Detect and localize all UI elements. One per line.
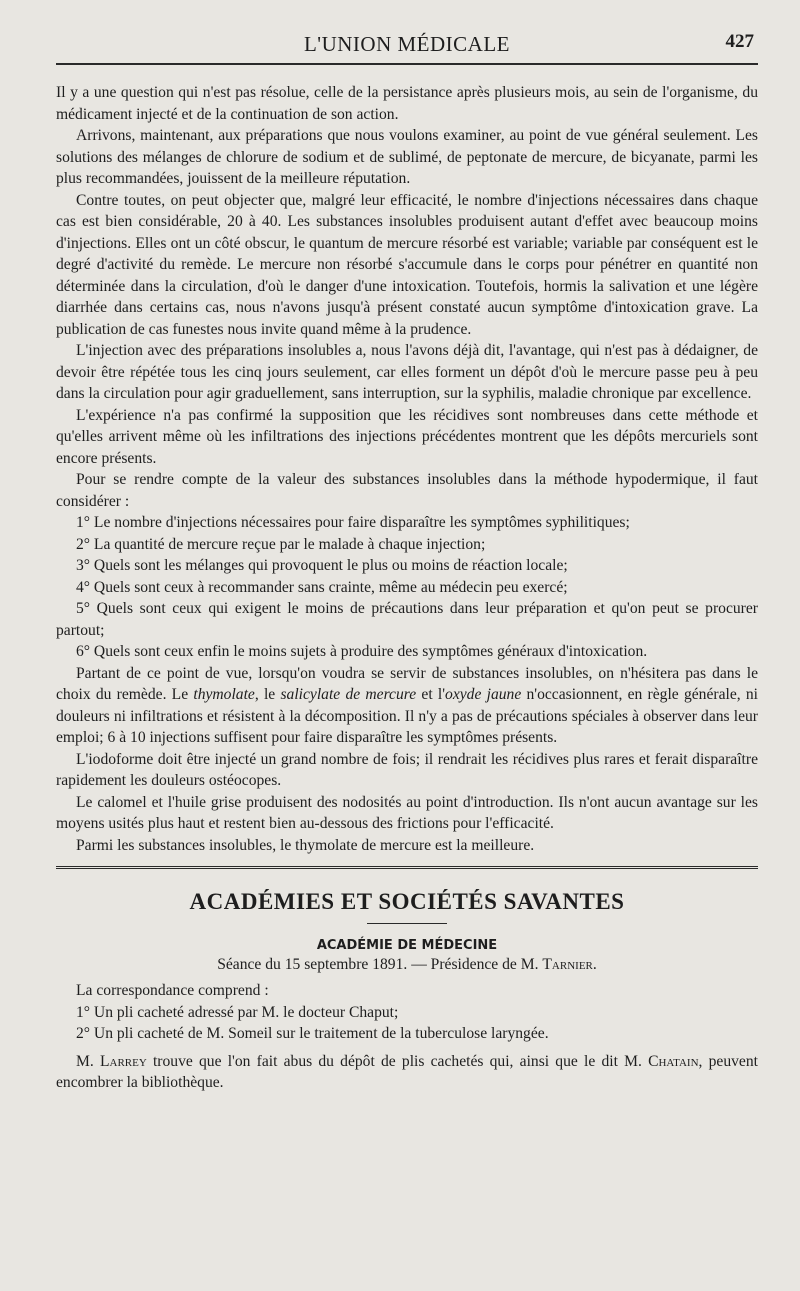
paragraph: L'iodoforme doit être injecté un grand nombre de fois; il rendrait les récidives plus rares et ferait disparaître rapidement les douleurs ostéocopes. — [56, 750, 758, 789]
list-item: 3° Quels sont les mélanges qui provoquent le plus ou moins de réaction locale; — [76, 557, 568, 574]
section-double-rule — [56, 866, 758, 871]
paragraph — [56, 663, 758, 749]
list-item: 1° Un pli cacheté adressé par M. le docteur Chaput; — [76, 1003, 399, 1021]
list-item: 2° La quantité de mercure reçue par le malade à chaque injection; — [76, 535, 486, 553]
text-run: . — [592, 956, 597, 973]
paragraph: Pour se rendre compte de la valeur des substances insolubles dans la méthode hypodermique, il faut considérer : — [56, 471, 758, 510]
list-item: 5° Quels sont ceux qui exigent le moins de précautions dans leur préparation et qu'on peut se procurer partout; — [56, 600, 758, 639]
article-body — [56, 82, 758, 856]
president-name: Tarnier — [542, 956, 593, 973]
person-name: Larrey — [99, 1052, 147, 1070]
section-title: ACADÉMIES ET SOCIÉTÉS SAVANTES — [189, 889, 625, 914]
paragraph: La correspondance comprend : — [76, 982, 269, 999]
list-item: 2° Un pli cacheté de M. Someil sur le traitement de la tuberculose laryngée. — [76, 1025, 549, 1042]
title-rule — [367, 923, 447, 924]
italic-term: thymolate — [193, 686, 255, 703]
list-item: 6° Quels sont ceux enfin le moins sujets à produire des symptômes généraux d'intoxication. — [76, 643, 648, 660]
italic-term: salicylate de mercure — [280, 686, 417, 703]
section-body — [56, 980, 758, 1094]
person-name: Chatain — [648, 1052, 699, 1070]
text-run: n'occasionnent, en règle générale, ni douleurs ni infiltrations et résistent à la décomposition. Il n'y a pas de précautions spéciales à observer dans leur emploi; 6 à 10 injections suffisent pour faire disparaître les symptômes présents. — [56, 686, 758, 746]
running-head — [56, 0, 758, 56]
journal-title: L'UNION MÉDICALE — [303, 32, 510, 56]
paragraph: L'injection avec des préparations insolubles a, nous l'avons déjà dit, l'avantage, qui n'est pas à dédaigner, de devoir être répétée tous les cinq jours seulement, car elles forment un dépôt d'où le mercure passe peu à peu dans la circulation pour agir graduellement, sans interruption, sur la syphilis, maladie chronique par excellence. — [56, 342, 758, 402]
paragraph: L'expérience n'a pas confirmé la supposition que les récidives sont nombreuses dans cette méthode et qu'elles arrivent même où les infiltrations des injections précédentes montrent que les dépôts mercuriels sont encore présents. — [56, 406, 758, 467]
paragraph: Contre toutes, on peut objecter que, malgré leur efficacité, le nombre d'injections nécessaires dans chaque cas est bien considérable, 20 à 40. Les substances insolubles produisent autant d'effet avec beaucoup moins d'injections. Elles ont un côté obscur, le quantum de mercure résorbé est variable; variable par conséquent est le degré d'activité du remède. Le mercure non résorbé s'accumule dans le corps pour pénétrer en quantité non déterminée dans la circulation, d'où le danger d'une intoxication. Toutefois, hormis la salivation et une légère diarrhée dans certains cas, nous n'avons jusqu'à présent constaté aucun symptôme d'intoxication grave. La publication de cas funestes nous invite quand même à la prudence. — [56, 191, 758, 338]
text-run: trouve que l'on fait abus du dépôt de plis cachetés qui, ainsi que le dit M. — [146, 1052, 649, 1070]
paragraph — [56, 1051, 758, 1094]
text-run: , peuvent encombrer la bibliothèque. — [56, 1052, 758, 1091]
text-run: Partant de ce point de vue, lorsqu'on voudra se servir de substances insolubles, on n'hésitera pas dans le choix du remède. Le — [56, 664, 758, 703]
text-run: , le — [254, 686, 281, 703]
text-run: M. — [76, 1052, 100, 1070]
session-line — [56, 956, 758, 974]
list-item: 1° Le nombre d'injections nécessaires pour faire disparaître les symptômes syphilitiques; — [76, 514, 630, 531]
list-item: 4° Quels sont ceux à recommander sans crainte, même au médecin peu exercé; — [76, 578, 568, 596]
text-run: Séance du 15 septembre 1891. — Présidence de M. — [217, 956, 543, 973]
paragraph: Parmi les substances insolubles, le thymolate de mercure est la meilleure. — [76, 836, 535, 854]
text-run: et l' — [416, 686, 446, 703]
header-rule — [56, 63, 758, 65]
italic-term: oxyde jaune — [445, 686, 522, 703]
paragraph: Arrivons, maintenant, aux préparations que nous voulons examiner, au point de vue général seulement. Les solutions des mélanges de chlorure de sodium et de sublimé, de peptonate de mercure, de bicyanate, parmi les plus recommandées, jouissent de la meilleure réputation. — [56, 127, 758, 187]
paragraph: Le calomel et l'huile grise produisent des nodosités au point d'introduction. Ils n'ont aucun avantage sur les moyens usités plus haut et restent bien au-dessous des frictions pour l'efficacité. — [56, 793, 758, 832]
subsection-title: ACADÉMIE DE MÉDECINE — [316, 938, 498, 953]
page-number: 427 — [725, 31, 754, 52]
paragraph: Il y a une question qui n'est pas résolue, celle de la persistance après plusieurs mois, au sein de l'organisme, du médicament injecté et de la continuation de son action. — [56, 84, 758, 123]
